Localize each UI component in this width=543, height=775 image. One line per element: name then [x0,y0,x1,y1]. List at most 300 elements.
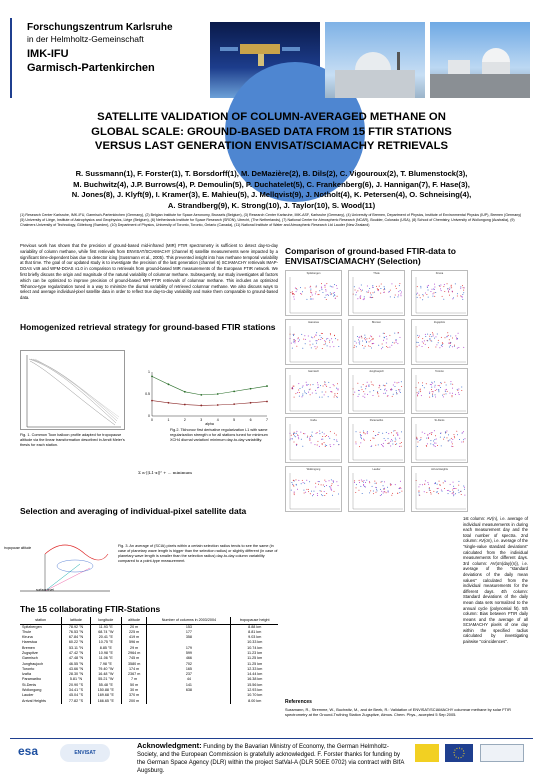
plot-point [337,441,338,442]
plot-point [302,480,303,481]
plot-point [461,494,462,495]
bavaria-coat-icon [415,744,439,762]
plot-point [388,438,389,439]
plot-svg [286,418,343,464]
plot-point [449,343,450,344]
plot-point [447,490,448,491]
plot-point [308,336,309,337]
plot-point [460,286,461,287]
plot-point [359,341,360,342]
plot-point [362,481,363,482]
plot-point [311,442,312,443]
plot-point [367,285,368,286]
plot-point [389,335,390,336]
plot-point [306,489,307,490]
plot-point [444,394,445,395]
plot-point [445,390,446,391]
plot-point [432,394,433,395]
plot-point [335,338,336,339]
plot-point [441,383,442,384]
plot-point [435,346,436,347]
plot-point [314,444,315,445]
plot-point [312,344,313,345]
plot-point [396,342,397,343]
plot-point [432,391,433,392]
plot-point [331,286,332,287]
plot-point [391,432,392,433]
plot-point [431,389,432,390]
plot-point [449,289,450,290]
plot-point [369,482,370,483]
table-cell: 53.11 °N [62,646,90,651]
plot-point [374,292,375,293]
references-heading: References [285,699,312,705]
plot-point [399,389,400,390]
data-point [151,400,153,402]
plot-point [326,386,327,387]
table-cell: 34.41 °S [62,688,90,693]
plot-point [381,444,382,445]
plot-point [442,491,443,492]
plot-point [317,493,318,494]
plot-point [418,342,419,343]
plot-point [363,482,364,483]
table-cell: 166.65 °E [90,699,121,704]
plot-point [457,295,458,296]
plot-point [291,343,292,344]
plot-point [461,296,462,297]
plot-point [361,387,362,388]
plot-point [422,341,423,342]
plot-point [456,431,457,432]
institute-line4: Garmisch-Partenkirchen [27,62,155,74]
plot-point [388,492,389,493]
plot-point [355,442,356,443]
plot-point [364,393,365,394]
plot-point [401,442,402,443]
plot-point [463,485,464,486]
plot-point [390,290,391,291]
author-list [20,169,523,211]
plot-point [432,396,433,397]
plot-point [426,492,427,493]
plot-point [321,289,322,290]
plot-point [392,493,393,494]
plot-point [292,294,293,295]
plot-point [401,431,402,432]
plot-point [293,334,294,335]
table-cell: 11.25 km [247,661,263,666]
plot-point [448,290,449,291]
plot-point [395,444,396,445]
plot-point [330,334,331,335]
plot-point [383,488,384,489]
plot-point [416,438,417,439]
plot-point [363,391,364,392]
plot-point [401,491,402,492]
plot-point [391,345,392,346]
plot-point [439,385,440,386]
plot-point [381,481,382,482]
plot-point [464,495,465,496]
plot-point [361,336,362,337]
plot-point [399,391,400,392]
plot-axes [290,473,340,509]
plot-point [336,388,337,389]
plot-point [445,431,446,432]
institute-line2: in der Helmholtz-Gemeinschaft [27,34,144,44]
plot-point [387,487,388,488]
plot-point [359,344,360,345]
plot-point [384,489,385,490]
plot-point [391,484,392,485]
plot-point [337,389,338,390]
plot-point [308,392,309,393]
plot-point [301,483,302,484]
plot-point [324,297,325,298]
plot-point [361,480,362,481]
plot-point [331,338,332,339]
plot-point [435,483,436,484]
plot-point [305,288,306,289]
table-cell: St-Denis [20,683,62,688]
plot-point [324,344,325,345]
plot-point [395,441,396,442]
plot-point [373,385,374,386]
plot-point [437,491,438,492]
data-point [200,405,202,407]
plot-point [307,437,308,438]
plot-point [440,285,441,286]
table-cell: Wollongong [20,688,62,693]
plot-point [333,384,334,385]
plot-point [455,493,456,494]
plot-point [298,389,299,390]
table-cell: 12.33 km [247,666,263,671]
plot-point [372,287,373,288]
plot-point [330,488,331,489]
plot-point [458,485,459,486]
plot-point [431,341,432,342]
table-cell: 43.66 °N [62,667,90,672]
author-line: R. Sussmann(1), F. Forster(1), T. Borsdorff(1), M. DeMazière(2), B. Dils(2), C. Vigouroux(2), T. Blumenstock(3), [75,169,468,178]
plot-axes [290,326,340,362]
plot-point [368,384,369,385]
plot-point [454,437,455,438]
plot-point [310,436,311,437]
tikhonov-chart [138,368,273,426]
plot-point [440,433,441,434]
table-cell: 78.92 °N [62,624,90,630]
plot-point [321,439,322,440]
plot-point [332,495,333,496]
x-tick-label: 1 [167,418,170,422]
plot-point [429,338,430,339]
plot-point [453,488,454,489]
plot-point [425,480,426,481]
plot-point [310,286,311,287]
plot-point [310,299,311,300]
station-table [20,617,278,704]
plot-point [451,287,452,288]
plot-point [452,346,453,347]
plot-point [326,485,327,486]
plot-point [436,389,437,390]
plot-point [375,435,376,436]
plot-point [447,283,448,284]
plot-point [438,488,439,489]
station-comparison-plot [411,368,468,414]
plot-point [308,384,309,385]
plot-point [369,492,370,493]
plot-point [384,481,385,482]
plot-title: Paramaribo [369,419,384,422]
plot-point [417,439,418,440]
plot-point [310,493,311,494]
table-cell: 141 [147,683,231,688]
plot-point [322,392,323,393]
plot-point [448,434,449,435]
plot-point [364,335,365,336]
author-line: A. Strandberg(9), K. Strong(10), J. Taylor(10), S. Wood(11) [167,200,376,210]
table-cell: Toronto [20,667,62,672]
plot-point [332,483,333,484]
plot-point [435,443,436,444]
plot-point [358,396,359,397]
plot-point [429,487,430,488]
plot-point [365,482,366,483]
plot-title: Bremen [371,321,382,324]
plot-point [394,382,395,383]
plot-point [430,334,431,335]
table-cell: 3580 m [121,662,146,667]
plot-point [294,481,295,482]
plot-point [320,385,321,386]
plot-point [363,348,364,349]
table-cell: 8.00 km [248,698,262,703]
plot-point [450,491,451,492]
plot-point [395,286,396,287]
plot-point [417,293,418,294]
plot-point [315,334,316,335]
plot-point [389,347,390,348]
plot-point [372,384,373,385]
plot-point [321,491,322,492]
plot-point [295,287,296,288]
plot-point [329,480,330,481]
plot-point [325,287,326,288]
plot-point [299,388,300,389]
plot-point [449,347,450,348]
plot-point [298,438,299,439]
plot-point [441,337,442,338]
plot-point [296,346,297,347]
plot-point [303,339,304,340]
table-cell: Kiruna [20,635,62,640]
plot-point [446,437,447,438]
plot-point [393,431,394,432]
plot-point [463,441,464,442]
acknowledgment [137,742,407,775]
station-table-header-cell: altitude [121,617,146,624]
plot-point [307,436,308,437]
plot-svg [286,320,343,366]
plot-point [434,296,435,297]
plot-point [392,396,393,397]
plot-point [360,435,361,436]
plot-point [322,444,323,445]
plot-point [375,483,376,484]
plot-point [317,495,318,496]
plot-point [361,291,362,292]
plot-point [337,393,338,394]
plot-point [324,394,325,395]
plot-point [423,295,424,296]
plot-point [329,342,330,343]
observatory-photo-1 [325,22,425,98]
plot-point [366,338,367,339]
plot-point [373,343,374,344]
plot-point [294,433,295,434]
plot-point [304,335,305,336]
plot-point [418,492,419,493]
table-cell: 11.06 °E [90,656,121,661]
plot-point [330,286,331,287]
plot-point [309,439,310,440]
plot-svg [349,418,406,464]
plot-point [318,384,319,385]
section-heading-stations: The 15 collaborating FTIR-Stations [20,604,161,614]
plot-point [457,390,458,391]
plot-point [298,383,299,384]
table-cell: 50 m [121,683,146,688]
plot-point [444,488,445,489]
plot-point [433,440,434,441]
plot-point [306,393,307,394]
plot-point [444,284,445,285]
plot-point [429,339,430,340]
plot-point [453,486,454,487]
regularization-formula: Σ α·||L1·x||² + ... minimum [138,470,192,475]
plot-point [378,396,379,397]
plot-point [395,294,396,295]
table-cell: 68.74 °W [90,630,121,635]
table-cell: 153 [147,624,231,630]
plot-point [396,433,397,434]
plot-point [300,432,301,433]
plot-point [431,382,432,383]
plot-svg [286,271,343,317]
plot-point [382,343,383,344]
plot-point [314,336,315,337]
plot-point [452,396,453,397]
plot-point [361,337,362,338]
plot-point [324,495,325,496]
plot-point [369,391,370,392]
plot-point [333,296,334,297]
y-tick-label: 1 [148,370,150,375]
data-point [151,376,153,378]
plot-point [326,295,327,296]
plot-point [457,389,458,390]
plot-point [381,283,382,284]
plot-point [428,290,429,291]
plot-point [449,295,450,296]
plot-point [446,389,447,390]
plot-point [312,393,313,394]
plot-point [293,386,294,387]
plot-point [392,342,393,343]
plot-point [353,294,354,295]
plot-point [337,383,338,384]
plot-point [360,437,361,438]
plot-point [399,446,400,447]
plot-point [452,446,453,447]
plot-point [378,289,379,290]
plot-point [360,295,361,296]
title-line: VERSUS LAST GENERATION ENVISAT/SCIAMACHY RETRIEVALS [94,140,449,152]
table-cell: 7.98 °E [90,662,121,667]
plot-point [452,439,453,440]
plot-point [372,343,373,344]
plot-point [363,484,364,485]
plot-point [329,438,330,439]
plot-point [453,495,454,496]
plot-point [437,445,438,446]
plot-point [457,348,458,349]
plot-point [422,385,423,386]
table-cell: Zugspitze [20,651,62,656]
station-comparison-plot [411,417,468,463]
plot-point [328,436,329,437]
plot-point [399,438,400,439]
station-comparison-plot [411,466,468,512]
plot-point [378,432,379,433]
plot-point [450,335,451,336]
station-table-header-cell: latitude [62,617,90,624]
plot-point [427,482,428,483]
plot-point [316,332,317,333]
plot-point [295,436,296,437]
plot-point [429,433,430,434]
station-comparison-plot [285,319,342,365]
table-cell: 76.53 °N [62,630,90,635]
plot-point [430,492,431,493]
header-rule [10,18,12,98]
plot-point [373,491,374,492]
plot-point [419,484,420,485]
plot-point [325,481,326,482]
station-table-header-cell: longitude [90,617,121,624]
references-text: Sussmann, R., Stremme, W., Buchwitz, M., and de Beek, R.: Validation of ENVISAT/SCIAMACHY columnar methane by solar FTIR spectrometry at the Ground-Truthing Station Zugspitze, Atmos. Chem. Phys., accepted 5 Sep 2005. [285,707,511,718]
plot-point [316,340,317,341]
plot-point [368,291,369,292]
plot-point [322,348,323,349]
plot-point [330,391,331,392]
plot-point [455,488,456,489]
plot-point [457,339,458,340]
table-cell: Paramaribo [20,677,62,682]
plot-point [364,296,365,297]
plot-point [382,445,383,446]
plot-point [356,487,357,488]
plot-point [330,487,331,488]
plot-point [464,287,465,288]
plot-point [420,439,421,440]
plot-point [363,299,364,300]
plot-point [417,446,418,447]
plot-point [384,286,385,287]
